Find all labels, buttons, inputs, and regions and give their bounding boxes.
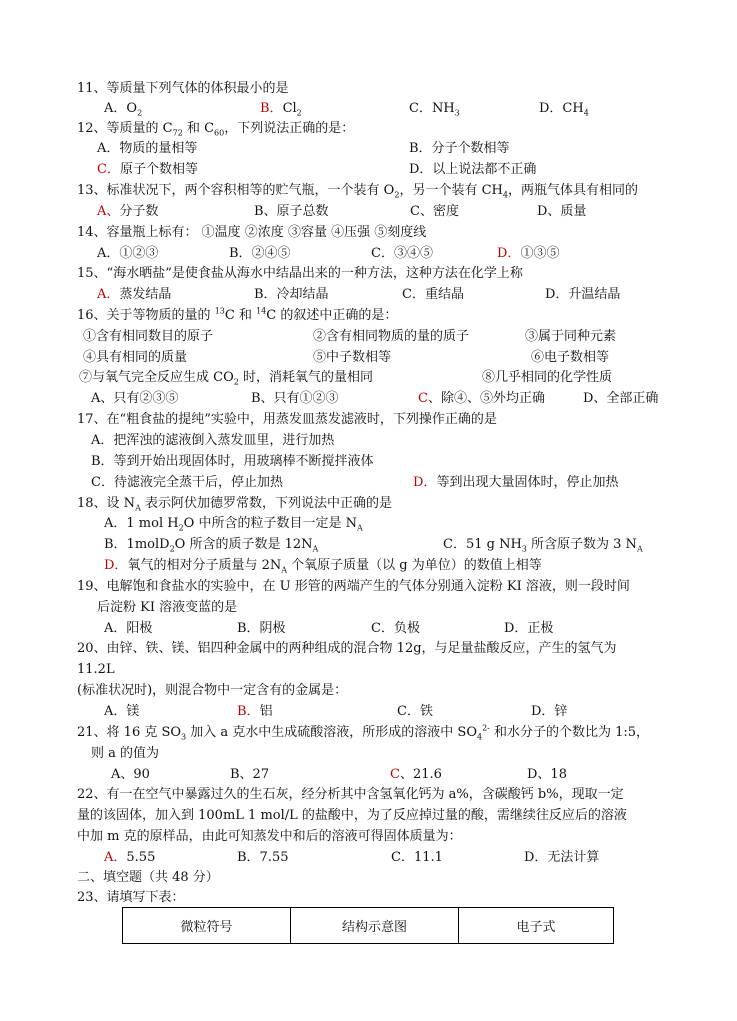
q22-stem-line3: 中加 m 克的原样品，由此可知蒸发中和后的溶液可得固体质量为： [77,829,462,844]
q11-option-b: B．$Cl_2$ [260,101,302,118]
q16-statement-5: ⑤中子数相等 [313,350,392,365]
q20-option-c: C．铁 [397,704,433,719]
q13-option-c: C、密度 [410,204,459,219]
q22-stem-line2: 量的该固体，加入到 100mL 1 mol/L 的盐酸中，为了反应掉过量的酸，需继续往反应后的溶液 [77,808,627,823]
q18-option-d: D．氧气的相对分子质量与 $2N_A$ 个氧原子质量（以 g 为单位）的数值上相等 [104,558,542,575]
q18-option-a: A．1 mol $H_2O$ 中所含的粒子数目一定是 $N_A$ [104,516,363,533]
table-header-particle: 微粒符号 [123,908,291,944]
q16-statement-3: ③属于同种元素 [525,329,617,344]
table-header-structure: 结构示意图 [291,908,459,944]
q22-option-d: D．无法计算 [524,850,600,865]
q12-option-c: C．原子个数相等 [97,162,198,177]
q16-statement-4: ④具有相同的质量 [83,350,188,365]
q13-option-d: D、质量 [537,204,587,219]
q20-stem-line3: (标准状况时)，则混合物中一定含有的金属是： [77,683,348,698]
q21-stem-line2: 则 a 的值为 [91,746,160,761]
q19-option-a: A．阳极 [104,621,153,636]
q16-statement-1: ①含有相同数目的原子 [83,329,214,344]
q16-option-c: C、除④、⑤外均正确 [418,391,545,406]
q20-option-d: D．锌 [531,704,568,719]
q12-option-d: D．以上说法都不正确 [409,162,537,177]
q15-option-b: B．冷却结晶 [254,287,329,302]
q21-option-c: C、21.6 [390,767,442,782]
q20-stem-line1: 20、由锌、铁、镁、铝四种金属中的两种组成的混合物 12g，与足量盐酸反应，产生的氢气为 [77,641,617,656]
table-header-row [123,908,614,944]
q13-option-a: A、分子数 [97,204,159,219]
q14-option-b: B．②④⑤ [229,246,291,261]
q16-option-b: B、只有①②③ [251,391,339,406]
table-header-electron: 电子式 [459,908,614,944]
q14-option-d: D．①③⑤ [497,246,560,261]
q13-stem: 13、标准状况下，两个容积相等的贮气瓶，一个装有 $O_2$，另一个装有 $CH_4$，两瓶气体具有相同的 [77,183,638,200]
q16-option-d: D、全部正确 [583,391,659,406]
q16-statement-6: ⑥电子数相等 [531,350,610,365]
q21-stem-line1: 21、将 16 克 $SO_3$ 加入 a 克水中生成硫酸溶液，所形成的溶液中 $SO_4^{2-}$ 和水分子的个数比为 1:5， [77,723,650,742]
q22-option-b: B．7.55 [237,850,289,865]
q23-table [122,907,614,944]
q20-option-a: A．镁 [104,704,140,719]
q17-option-c: C．待滤液完全蒸干后，停止加热 [91,475,283,490]
q18-stem: 18、设 $N_A$ 表示阿伏加德罗常数，下列说法中正确的是 [77,496,392,513]
q21-option-a: A、90 [111,767,150,782]
q14-stem: 14、容量瓶上标有： ①温度 ②浓度 ③容量 ④压强 ⑤刻度线 [77,225,427,240]
q16-statement-2: ②含有相同物质的量的质子 [313,329,470,344]
q19-option-d: D．正极 [504,621,554,636]
q21-option-b: B、27 [230,767,270,782]
q12-option-a: A．物质的量相等 [97,141,198,156]
q19-option-b: B．阴极 [237,621,286,636]
q17-option-a: A．把浑浊的滤液倒入蒸发皿里，进行加热 [91,433,335,448]
q13-option-b: B、原子总数 [254,204,329,219]
q12-stem: 12、等质量的 $C_{72}$ 和 $C_{60}$，下列说法正确的是： [77,121,355,138]
q16-stem: 16、关于等物质的量的 $^{13}$C 和 $^{14}$C 的叙述中正确的是： [77,306,398,323]
q22-stem-line1: 22、有一在空气中暴露过久的生石灰，经分析其中含氢氧化钙为 a%，含碳酸钙 b%，现取一定 [77,787,624,802]
section-heading: 二、填空题（共 48 分） [77,870,219,885]
q21-option-d: D、18 [527,767,567,782]
q19-option-c: C．负极 [371,621,420,636]
q20-stem-line2: 11.2L [77,662,115,677]
q17-stem: 17、在“粗食盐的提纯”实验中，用蒸发皿蒸发滤液时，下列操作正确的是 [77,412,497,427]
q19-stem-line1: 19、电解饱和食盐水的实验中，在 U 形管的两端产生的气体分别通入淀粉 KI 溶液，则一段时间 [77,579,630,594]
q15-option-a: A．蒸发结晶 [97,287,172,302]
q11-option-a: A．$O_2$ [104,101,143,118]
q11-option-c: C．$NH_3$ [409,101,460,118]
q18-option-b: B．1molD$_2$O 所含的质子数是 $12N_A$ [104,537,319,554]
q11-option-d: D．$CH_4$ [539,101,589,118]
q17-option-b: B．等到开始出现固体时，用玻璃棒不断搅拌液体 [91,454,374,469]
q14-option-a: A．①②③ [97,246,159,261]
q18-option-c: C．51 g $NH_3$ 所含原子数为 3 $N_A$ [443,537,643,554]
q12-option-b: B．分子个数相等 [409,141,510,156]
q22-option-c: C．11.1 [391,850,443,865]
q16-option-a: A、只有②③⑤ [91,391,179,406]
q23-stem: 23、请填写下表： [77,890,185,905]
q14-option-c: C．③④⑤ [371,246,433,261]
q17-option-d: D．等到出现大量固体时，停止加热 [413,475,619,490]
q11-stem: 11、等质量下列气体的体积最小的是 [77,81,289,96]
q15-option-d: D．升温结晶 [545,287,621,302]
q22-option-a: A．5.55 [104,850,156,865]
q20-option-b: B．铝 [237,704,273,719]
q16-statement-8: ⑧几乎相同的化学性质 [482,370,613,385]
q16-statement-7: ⑦与氧气完全反应生成 $CO_2$ 时，消耗氧气的量相同 [79,370,373,387]
q19-stem-line2: 后淀粉 KI 溶液变蓝的是 [97,600,238,615]
q15-stem: 15、“海水晒盐”是使食盐从海水中结晶出来的一种方法，这种方法在化学上称 [77,266,523,281]
q15-option-c: C．重结晶 [402,287,464,302]
